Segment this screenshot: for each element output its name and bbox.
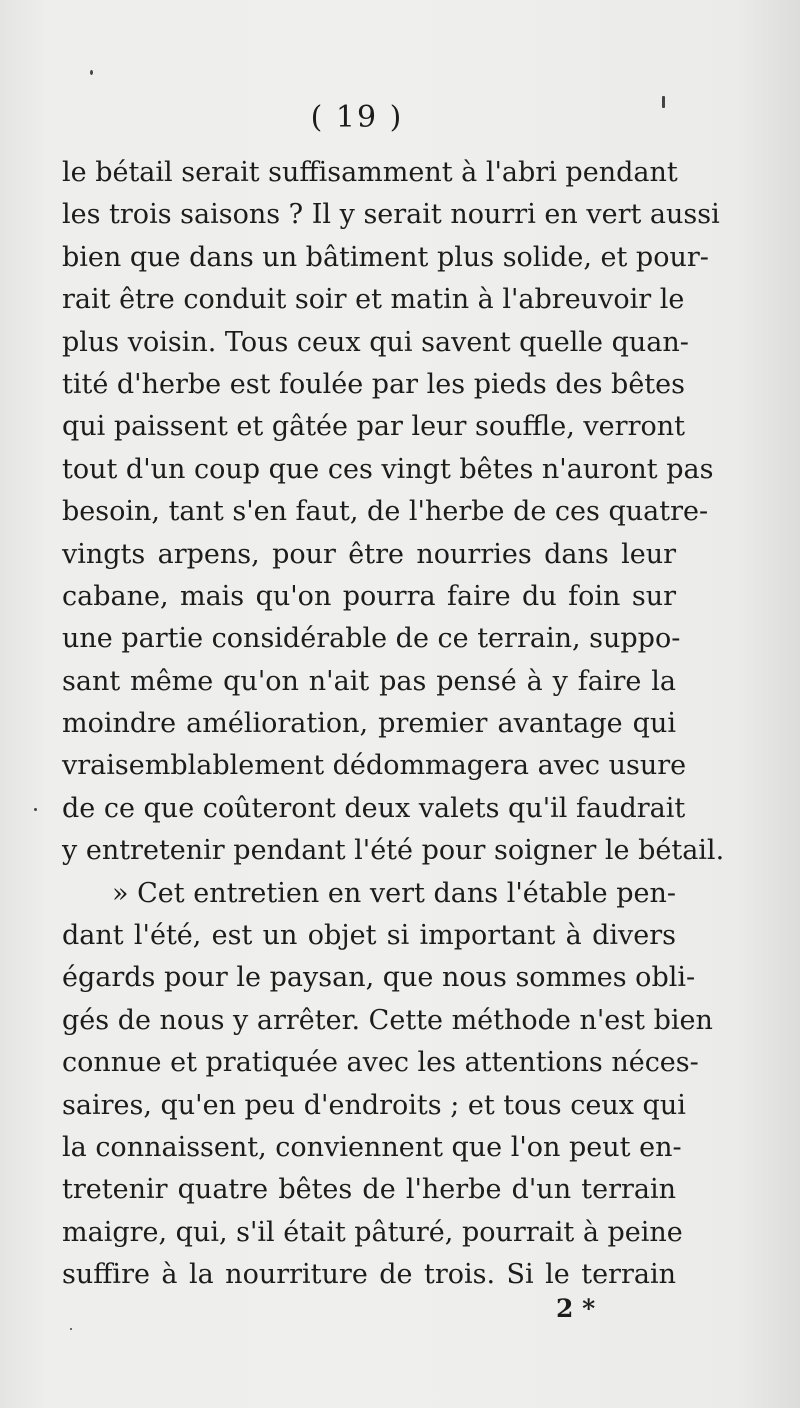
text-line: une partie considérable de ce terrain, suppo- [62,623,681,655]
ink-speck [70,1328,72,1330]
text-line: besoin, tant s'en faut, de l'herbe de ces quatre- [62,496,709,528]
text-line: dant l'été, est un objet si important à divers [62,920,676,952]
text-line: gés de nous y arrêter. Cette méthode n'est bien [62,1004,713,1036]
text-line: égards pour le paysan, que nous sommes obli- [62,962,696,994]
signature-mark: 2 * [556,1294,596,1323]
text-line: tretenir quatre bêtes de l'herbe d'un terrain [62,1174,676,1206]
text-line: vingts arpens, pour être nourries dans leur [62,538,676,570]
text-line: qui paissent et gâtée par leur souffle, verront [62,411,685,443]
text-line: saires, qu'en peu d'endroits ; et tous ceux qui [62,1089,686,1121]
text-line: suffire à la nourriture de trois. Si le terrain [62,1259,676,1291]
text-line: moindre amélioration, premier avantage qui [62,708,676,740]
text-line: la connaissent, conviennent que l'on peut en- [62,1131,682,1163]
ink-speck [662,96,665,108]
text-line: vraisemblablement dédommagera avec usure [62,750,687,782]
text-line: plus voisin. Tous ceux qui savent quelle quan- [62,326,689,358]
text-line: y entretenir pendant l'été pour soigner le bétail. [62,835,725,867]
ink-speck [34,808,37,811]
text-line: le bétail serait suffisamment à l'abri pendant [62,157,678,188]
ink-speck [90,70,93,75]
text-line: rait être conduit soir et matin à l'abreuvoir le [62,284,685,316]
text-line: connue et pratiquée avec les attentions néces- [62,1047,699,1079]
text-line: tout d'un coup que ces vingt bêtes n'auront pas [62,453,714,485]
body-text [62,152,725,1297]
text-line: maigre, qui, s'il était pâturé, pourrait à peine [62,1216,683,1248]
text-line: bien que dans un bâtiment plus solide, et pour- [62,241,709,273]
text-line: sant même qu'on n'ait pas pensé à y faire la [62,665,676,697]
page-number: ( 19 ) [310,100,404,135]
text-line: » Cet entretien en vert dans l'étable pen- [112,877,676,909]
text-line: de ce que coûteront deux valets qu'il faudrait [62,792,686,824]
text-line: cabane, mais qu'on pourra faire du foin sur [62,580,676,612]
text-line: tité d'herbe est foulée par les pieds des bêtes [62,368,685,400]
text-line: les trois saisons ? Il y serait nourri en vert aussi [62,199,720,231]
